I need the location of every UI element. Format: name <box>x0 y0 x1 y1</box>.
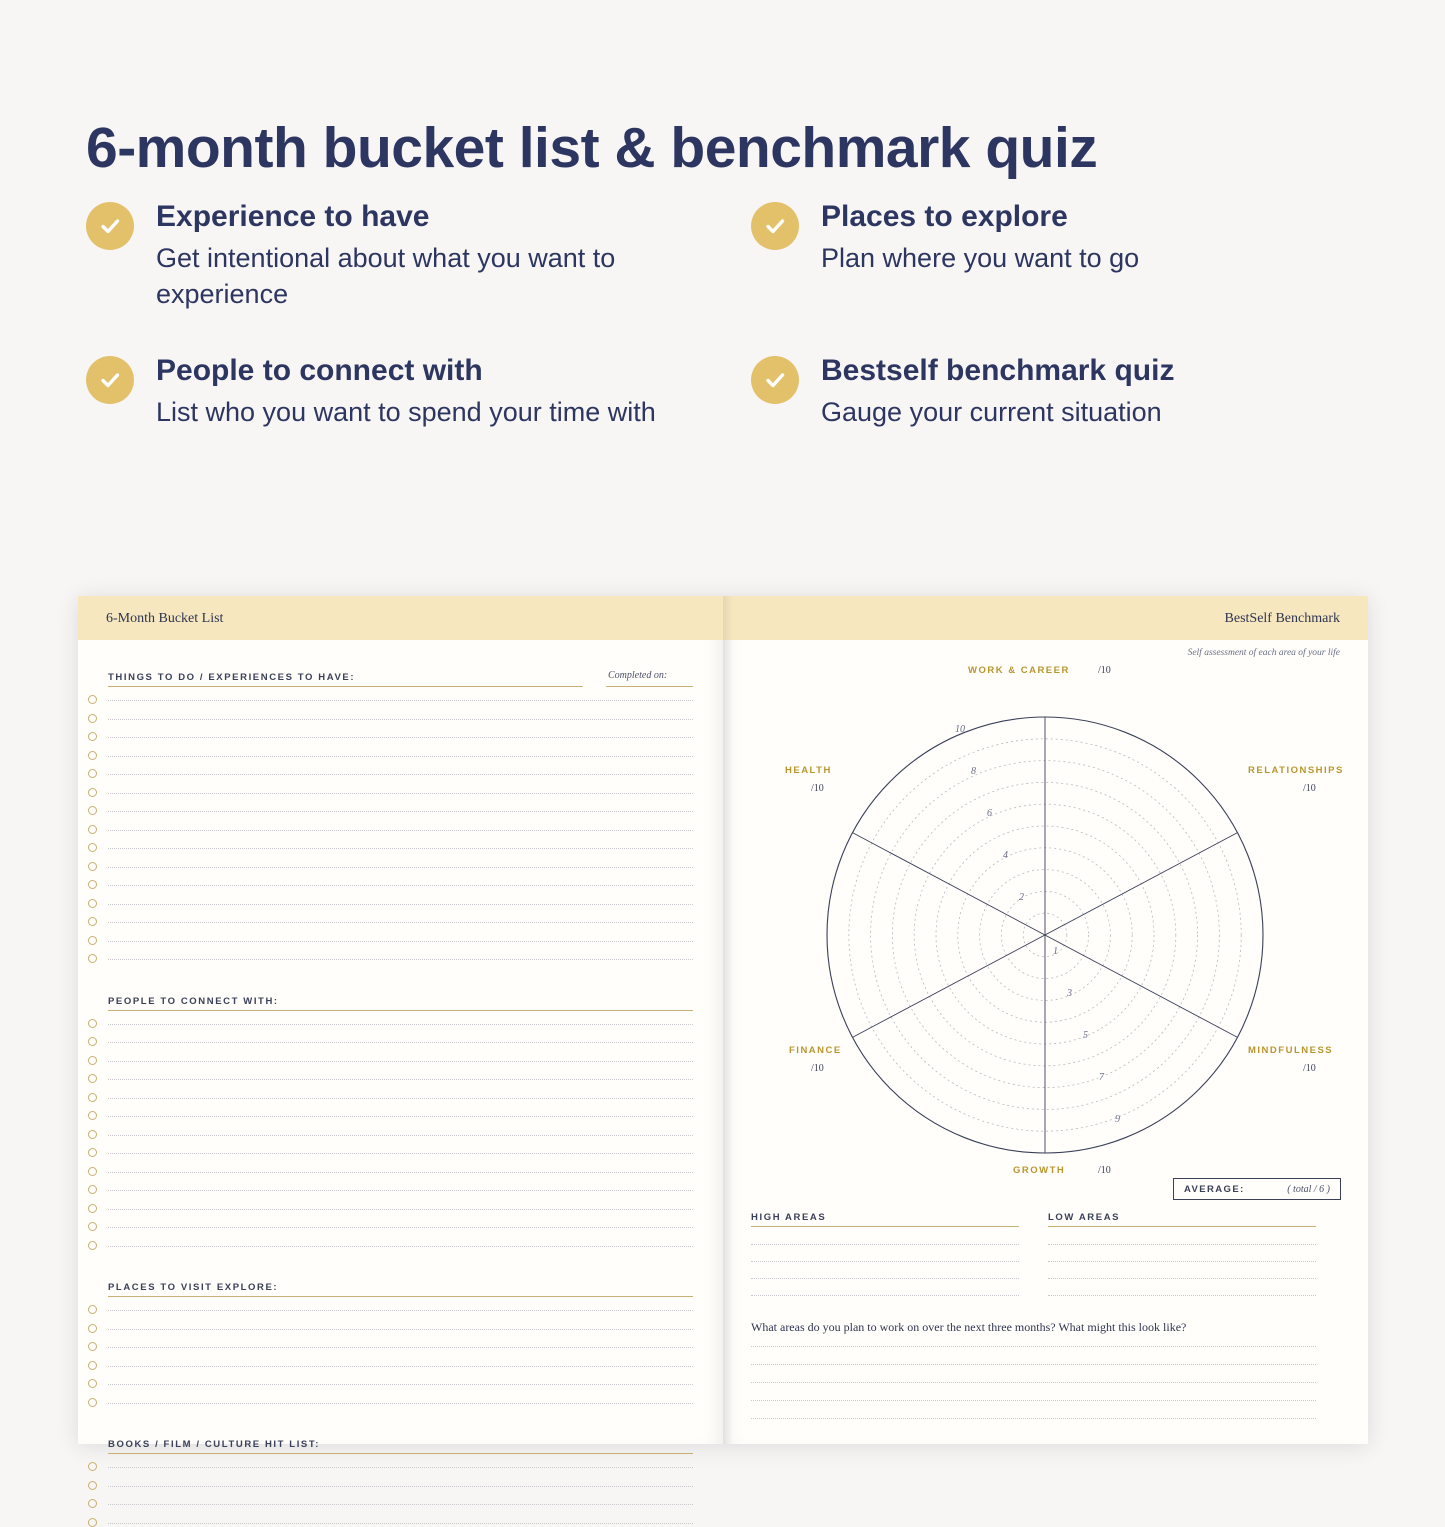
checkbox-circle[interactable] <box>88 1222 97 1231</box>
write-in-line[interactable] <box>108 1227 693 1228</box>
completed-on-line[interactable] <box>606 737 693 738</box>
feature-title: Experience to have <box>156 200 430 233</box>
feature-text <box>156 198 711 312</box>
completed-on-line[interactable] <box>606 848 693 849</box>
wheel-area-label: HEALTH <box>785 765 832 776</box>
write-in-line[interactable] <box>751 1346 1316 1347</box>
checkbox-circle[interactable] <box>88 1056 97 1065</box>
checkbox-circle[interactable] <box>88 714 97 723</box>
completed-on-line[interactable] <box>606 941 693 942</box>
completed-on-line[interactable] <box>606 700 693 701</box>
checkbox-circle[interactable] <box>88 1019 97 1028</box>
notebook-left-page <box>78 596 723 1450</box>
checkbox-circle[interactable] <box>88 1074 97 1083</box>
checkbox-circle[interactable] <box>88 788 97 797</box>
checkbox-circle[interactable] <box>88 1481 97 1490</box>
feature-description: Get intentional about what you want to experience <box>156 242 616 309</box>
checkbox-circle[interactable] <box>88 880 97 889</box>
checkbox-circle[interactable] <box>88 843 97 852</box>
page-title: 6-month bucket list & benchmark quiz <box>86 116 1098 181</box>
write-in-line[interactable] <box>108 1329 693 1330</box>
completed-on-line[interactable] <box>606 959 693 960</box>
write-in-line[interactable] <box>108 1190 693 1191</box>
feature-description: List who you want to spend your time with <box>156 396 656 427</box>
column-heading: HIGH AREAS <box>751 1212 827 1223</box>
checkbox-circle[interactable] <box>88 1324 97 1333</box>
wheel-tick-label: 9 <box>1115 1114 1120 1125</box>
checkbox-circle[interactable] <box>88 1361 97 1370</box>
write-in-line[interactable] <box>751 1400 1316 1401</box>
checkbox-circle[interactable] <box>88 917 97 926</box>
checkbox-circle[interactable] <box>88 1462 97 1471</box>
write-in-line[interactable] <box>108 1135 693 1136</box>
completed-on-line[interactable] <box>606 867 693 868</box>
section-rule <box>108 1296 693 1297</box>
checkbox-circle[interactable] <box>88 1093 97 1102</box>
section-heading: THINGS TO DO / EXPERIENCES TO HAVE: <box>108 672 356 683</box>
reflection-question: What areas do you plan to work on over the next three months? What might this look like? <box>751 1320 1187 1334</box>
checkbox-circle[interactable] <box>88 1185 97 1194</box>
section-rule <box>108 1010 693 1011</box>
section-heading: PEOPLE TO CONNECT WITH: <box>108 995 279 1007</box>
wheel-tick-label: 4 <box>1003 850 1008 861</box>
feature-people-to-connect-with <box>86 352 711 430</box>
checkbox-circle[interactable] <box>88 1398 97 1407</box>
feature-list <box>86 198 1376 430</box>
checkbox-circle[interactable] <box>88 1305 97 1314</box>
write-in-line[interactable] <box>108 1098 693 1099</box>
section-rule <box>108 686 583 687</box>
section-heading: PLACES TO VISIT EXPLORE: <box>108 1282 279 1293</box>
write-in-line[interactable] <box>108 1403 693 1404</box>
wheel-tick-label: 8 <box>971 766 976 777</box>
checkbox-circle[interactable] <box>88 1148 97 1157</box>
wheel-area-label: RELATIONSHIPS <box>1248 765 1344 776</box>
write-in-line[interactable] <box>751 1261 1019 1262</box>
checkbox-circle[interactable] <box>88 936 97 945</box>
checkbox-circle[interactable] <box>88 954 97 963</box>
check-icon <box>86 202 134 250</box>
checkbox-circle[interactable] <box>88 1037 97 1046</box>
checkbox-circle[interactable] <box>88 751 97 760</box>
write-in-line[interactable] <box>108 1061 693 1062</box>
wheel-area-score[interactable]: /10 <box>1098 665 1111 676</box>
write-in-line[interactable] <box>108 1042 693 1043</box>
feature-description: Gauge your current situation <box>821 396 1162 427</box>
left-page-content <box>78 640 723 1450</box>
wheel-area-score[interactable]: /10 <box>811 1063 824 1074</box>
write-in-line[interactable] <box>751 1364 1316 1365</box>
checkbox-circle[interactable] <box>88 899 97 908</box>
completed-on-line[interactable] <box>606 756 693 757</box>
write-in-line[interactable] <box>108 1467 693 1468</box>
write-in-line[interactable] <box>108 1366 693 1367</box>
checkbox-circle[interactable] <box>88 1518 97 1527</box>
feature-title: Bestself benchmark quiz <box>821 354 1175 388</box>
feature-title: Places to explore <box>821 200 1068 233</box>
completed-on-rule <box>606 686 693 687</box>
checkbox-circle[interactable] <box>88 732 97 741</box>
wheel-area-score[interactable]: /10 <box>811 783 824 794</box>
checkbox-circle[interactable] <box>88 1241 97 1250</box>
write-in-line[interactable] <box>108 1079 693 1080</box>
notebook-spread-image <box>0 596 1445 1450</box>
section-heading: BOOKS / FILM / CULTURE HIT LIST: <box>108 1439 320 1450</box>
write-in-line[interactable] <box>751 1295 1019 1296</box>
write-in-line[interactable] <box>1048 1278 1316 1279</box>
column-rule <box>1048 1226 1316 1227</box>
wheel-area-score[interactable]: /10 <box>1303 783 1316 794</box>
write-in-line[interactable] <box>108 1209 693 1210</box>
completed-on-line[interactable] <box>606 922 693 923</box>
wheel-area-label: MINDFULNESS <box>1248 1045 1334 1056</box>
wheel-area-label: FINANCE <box>789 1045 842 1056</box>
wheel-area-label: GROWTH <box>1013 1165 1066 1176</box>
column-heading: LOW AREAS <box>1048 1212 1121 1223</box>
wheel-tick-label: 5 <box>1083 1030 1088 1041</box>
wheel-area-score[interactable]: /10 <box>1303 1063 1316 1074</box>
write-in-line[interactable] <box>108 1347 693 1348</box>
checkbox-circle[interactable] <box>88 1342 97 1351</box>
feature-bestself-benchmark-quiz <box>751 352 1376 430</box>
write-in-line[interactable] <box>1048 1295 1316 1296</box>
feature-text <box>156 352 711 430</box>
write-in-line[interactable] <box>108 1172 693 1173</box>
wheel-tick-label: 6 <box>987 808 992 819</box>
wheel-area-label: WORK & CAREER <box>968 665 1070 676</box>
feature-places-to-explore <box>751 198 1376 312</box>
completed-on-line[interactable] <box>606 719 693 720</box>
column-rule <box>751 1226 1019 1227</box>
write-in-line[interactable] <box>108 1310 693 1311</box>
feature-text <box>821 352 1376 430</box>
wheel-tick-label: 7 <box>1099 1072 1104 1083</box>
wheel-tick-label: 10 <box>955 724 965 735</box>
feature-title: People to connect with <box>156 354 483 388</box>
check-icon <box>751 356 799 404</box>
write-in-line[interactable] <box>108 1024 693 1025</box>
completed-on-line[interactable] <box>606 830 693 831</box>
checkbox-circle[interactable] <box>88 1379 97 1388</box>
checkbox-circle[interactable] <box>88 1499 97 1508</box>
checkbox-circle[interactable] <box>88 862 97 871</box>
write-in-line[interactable] <box>751 1278 1019 1279</box>
wheel-tick-label: 3 <box>1067 988 1072 999</box>
checkbox-circle[interactable] <box>88 825 97 834</box>
feature-experience-to-have <box>86 198 711 312</box>
notebook-right-page <box>723 596 1368 1444</box>
write-in-line[interactable] <box>1048 1261 1316 1262</box>
open-notebook <box>78 596 1368 1450</box>
section-rule <box>108 1453 693 1454</box>
average-score-box[interactable] <box>1173 1178 1341 1200</box>
checkbox-circle[interactable] <box>88 1111 97 1120</box>
right-page-content <box>723 640 1368 1444</box>
wheel-area-score[interactable]: /10 <box>1098 1165 1111 1176</box>
completed-on-line[interactable] <box>606 885 693 886</box>
write-in-line[interactable] <box>108 1246 693 1247</box>
write-in-line[interactable] <box>108 1116 693 1117</box>
write-in-line[interactable] <box>108 1504 693 1505</box>
page-gutter-shadow <box>723 596 733 1444</box>
write-in-line[interactable] <box>108 1384 693 1385</box>
checkbox-circle[interactable] <box>88 695 97 704</box>
write-in-line[interactable] <box>751 1382 1316 1383</box>
write-in-line[interactable] <box>751 1418 1316 1419</box>
completed-on-label: Completed on: <box>608 670 668 681</box>
feature-text <box>821 198 1376 276</box>
average-value-hint: ( total / 6 ) <box>1287 1183 1330 1195</box>
check-icon <box>86 356 134 404</box>
completed-on-line[interactable] <box>606 793 693 794</box>
completed-on-line[interactable] <box>606 774 693 775</box>
left-page-header-title: 6-Month Bucket List <box>106 611 224 626</box>
write-in-line[interactable] <box>1048 1244 1316 1245</box>
wheel-tick-label: 1 <box>1053 946 1058 957</box>
checkbox-circle[interactable] <box>88 1130 97 1139</box>
checkbox-circle[interactable] <box>88 769 97 778</box>
checkbox-circle[interactable] <box>88 1204 97 1213</box>
completed-on-line[interactable] <box>606 811 693 812</box>
write-in-line[interactable] <box>108 1523 693 1524</box>
right-page-header-title: BestSelf Benchmark <box>1224 611 1340 626</box>
checkbox-circle[interactable] <box>88 1167 97 1176</box>
checkbox-circle[interactable] <box>88 806 97 815</box>
wheel-tick-label: 2 <box>1019 892 1024 903</box>
check-icon <box>751 202 799 250</box>
write-in-line[interactable] <box>751 1244 1019 1245</box>
average-label: AVERAGE: <box>1184 1183 1245 1195</box>
completed-on-line[interactable] <box>606 904 693 905</box>
write-in-line[interactable] <box>108 1153 693 1154</box>
write-in-line[interactable] <box>108 1486 693 1487</box>
feature-description: Plan where you want to go <box>821 242 1140 273</box>
benchmark-subtitle: Self assessment of each area of your life <box>1187 648 1340 658</box>
